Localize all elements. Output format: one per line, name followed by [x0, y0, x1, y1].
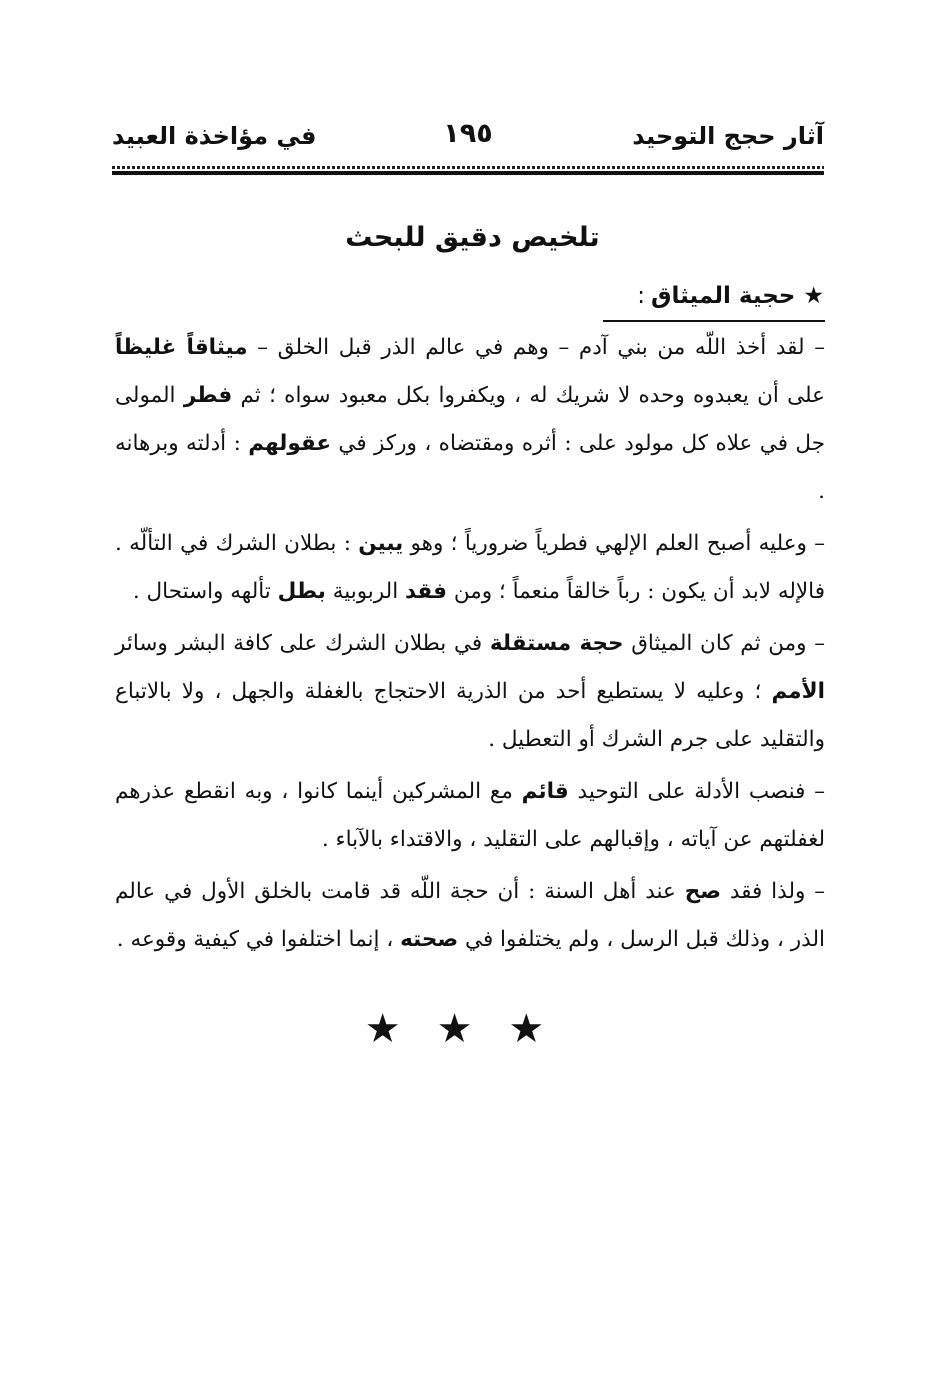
body-text [115, 324, 825, 968]
paragraph [115, 520, 825, 616]
paragraph [115, 620, 825, 764]
header-rule [112, 171, 824, 175]
paragraph-text: المولى جل في علاه كل مولود على : أثره ومقتضاه ، وركز في [115, 383, 825, 456]
page-number: ١٩٥ [443, 118, 493, 149]
emphasis: فقد [405, 579, 447, 604]
paragraph-text: – وعليه أصبح العلم الإلهي فطرياً ضرورياً ؛ وهو [403, 531, 825, 556]
emphasis: ميثاقاً غليظاً [115, 335, 248, 360]
paragraph-text: ؛ وعليه لا يستطيع أحد من الذرية الاحتجاج بالغفلة والجهل ، ولا بالاتباع والتقليد على جرم الشرك أو التعطيل . [115, 679, 825, 752]
section-title: تلخيص دقيق للبحث [345, 222, 600, 253]
paragraph-text: : بطلان الشرك في التألّه . فالإله لابد أن يكون : رباً خالقاً منعماً ؛ ومن [115, 531, 825, 604]
emphasis: بطل [277, 579, 326, 604]
emphasis: حجة مستقلة [489, 631, 624, 656]
header-chapter-title: في مؤاخذة العبيد [112, 122, 317, 150]
emphasis: يبين [358, 531, 404, 556]
running-header [112, 118, 824, 168]
header-dotted-rule [112, 166, 824, 169]
paragraph-text: – ولذا فقد [721, 879, 825, 904]
paragraph-text: الربوبية [325, 579, 406, 604]
subsection-heading [637, 283, 824, 309]
paragraph-text: : أدلته وبرهانه . [115, 431, 825, 504]
emphasis: صح [684, 879, 722, 904]
paragraph-text: على أن يعبدوه وحده لا شريك له ، ويكفروا بكل معبود سواه ؛ ثم [232, 383, 825, 408]
paragraph-text: عند أهل السنة : أن حجة اللّه قد قامت بالخلق الأول في عالم الذر ، وذلك قبل الرسل ، ولم يختلفوا في [115, 879, 825, 952]
emphasis: عقولهم [248, 431, 332, 456]
paragraph-text: تألهه واستحال . [132, 579, 278, 604]
paragraph-text: ، إنما اختلفوا في كيفية وقوعه . [116, 927, 401, 952]
paragraph [115, 324, 825, 516]
emphasis: قائم [521, 779, 569, 804]
star-icon: ★ [803, 283, 824, 309]
emphasis: صحته [400, 927, 459, 952]
end-ornament-stars: ★★★ [364, 1006, 581, 1052]
paragraph-text: مع المشركين أينما كانوا ، وبه انقطع عذرهم لغفلتهم عن آياته ، وإقبالهم على التقليد ، والاقتداء بالآباء . [115, 779, 825, 852]
emphasis: فطر [183, 383, 233, 408]
paragraph-text: – فنصب الأدلة على التوحيد [568, 779, 825, 804]
paragraph [115, 868, 825, 964]
paragraph-text: في بطلان الشرك على كافة البشر وسائر [115, 631, 490, 656]
emphasis: الأمم [771, 679, 825, 704]
paragraph [115, 768, 825, 864]
paragraph-text: – ومن ثم كان الميثاق [623, 631, 825, 656]
subsection-heading-text: حجية الميثاق [650, 283, 796, 309]
header-book-title: آثار حجج التوحيد [632, 122, 824, 150]
paragraph-text: – لقد أخذ اللّه من بني آدم – وهم في عالم الذر قبل الخلق – [247, 335, 825, 360]
subsection-underline [603, 320, 825, 322]
subsection-heading-colon: : [637, 283, 645, 309]
